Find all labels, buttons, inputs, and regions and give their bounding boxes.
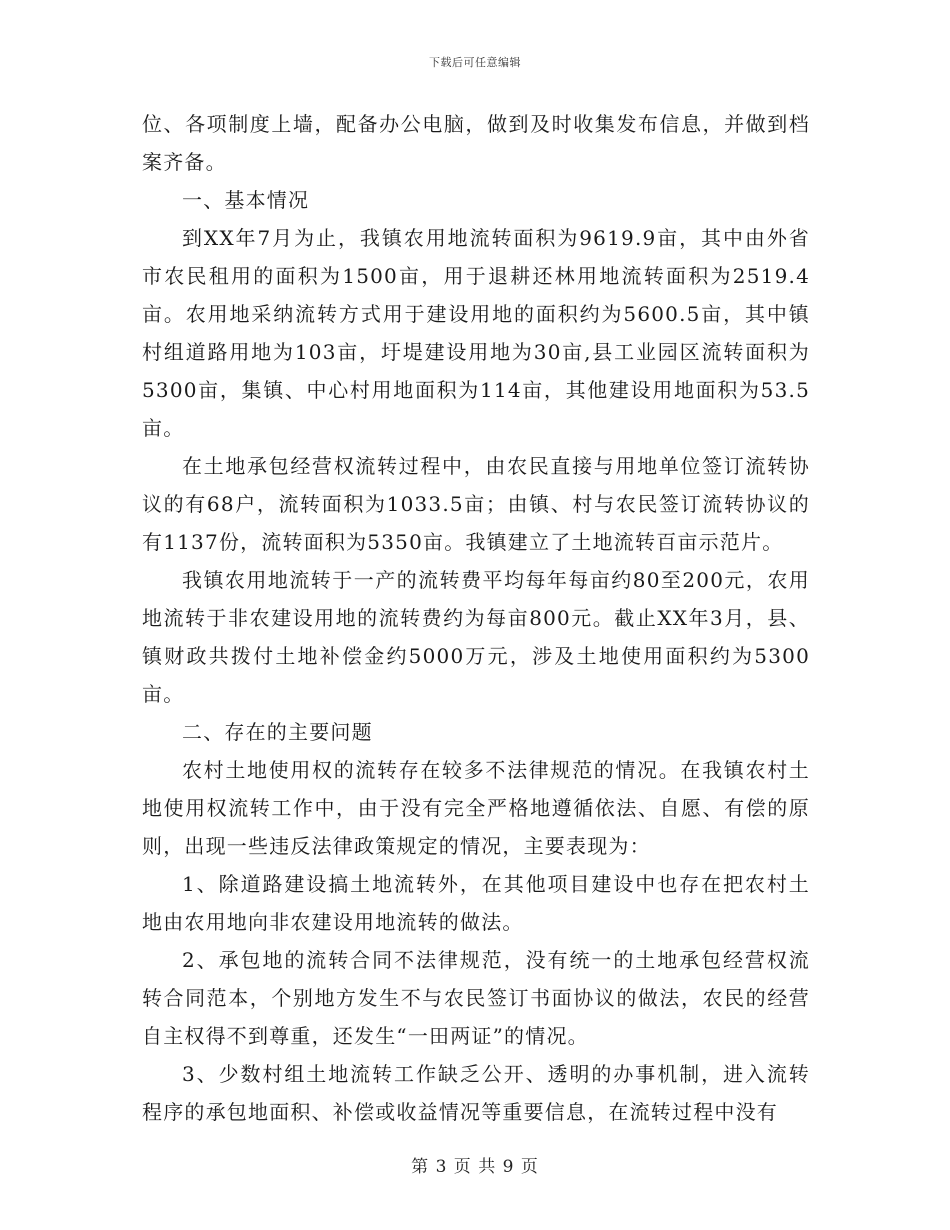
list-item: 3、少数村组土地流转工作缺乏公开、透明的办事机制，进入流转程序的承包地面积、补偿或收益情况等重要信息，在流转过程中没有 xyxy=(142,1062,810,1124)
section-heading: 一、基本情况 xyxy=(182,188,310,212)
list-item: 2、承包地的流转合同不法律规范，没有统一的土地承包经营权流转合同范本，个别地方发生不与农民签订书面协议的做法，农民的经营自主权得不到尊重，还发生“一田两证”的情况。 xyxy=(142,948,810,1048)
page-number: 第 3 页 共 9 页 xyxy=(411,1157,539,1177)
page-header-note: 下载后可任意编辑 xyxy=(429,56,521,69)
section-heading: 二、存在的主要问题 xyxy=(182,720,373,744)
paragraph: 位、各项制度上墙，配备办公电脑，做到及时收集发布信息，并做到档案齐备。 xyxy=(142,112,810,174)
paragraph: 在土地承包经营权流转过程中，由农民直接与用地单位签订流转协议的有68户，流转面积为1033.5亩；由镇、村与农民签订流转协议的有1137份，流转面积为5350亩。我镇建立了土地流转百亩示范片。 xyxy=(142,454,810,554)
document-body xyxy=(142,105,810,1131)
paragraph: 农村土地使用权的流转存在较多不法律规范的情况。在我镇农村土地使用权流转工作中，由于没有完全严格地遵循依法、自愿、有偿的原则，出现一些违反法律政策规定的情况，主要表现为： xyxy=(142,758,810,858)
list-item: 1、除道路建设搞土地流转外，在其他项目建设中也存在把农村土地由农用地向非农建设用地流转的做法。 xyxy=(142,872,810,934)
paragraph: 我镇农用地流转于一产的流转费平均每年每亩约80至200元，农用地流转于非农建设用地的流转费约为每亩800元。截止XX年3月，县、镇财政共拨付土地补偿金约5000万元，涉及土地使用面积约为5300亩。 xyxy=(142,568,810,706)
paragraph: 到XX年7月为止，我镇农用地流转面积为9619.9亩，其中由外省市农民租用的面积为1500亩，用于退耕还林用地流转面积为2519.4亩。农用地采纳流转方式用于建设用地的面积约为5600.5亩，其中镇村组道路用地为103亩，圩堤建设用地为30亩,县工业园区流转面积为5300亩，集镇、中心村用地面积为114亩，其他建设用地面积为53.5亩。 xyxy=(142,226,810,440)
